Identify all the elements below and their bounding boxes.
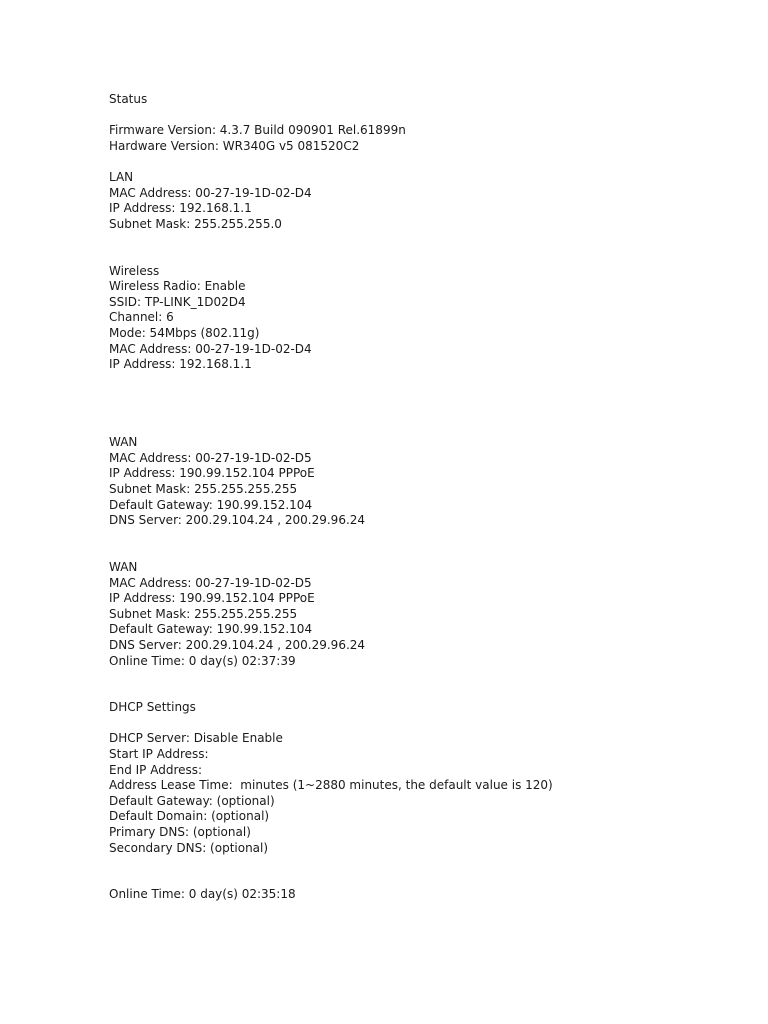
wireless-mode: Mode: 54Mbps (802.11g) bbox=[109, 325, 260, 340]
status-section bbox=[109, 92, 729, 154]
footer-section bbox=[109, 887, 729, 903]
status-heading: Status bbox=[109, 92, 148, 106]
wan-section-2 bbox=[109, 560, 729, 669]
wan-heading: WAN bbox=[109, 435, 138, 450]
wan-online-time: Online Time: 0 day(s) 02:37:39 bbox=[109, 653, 296, 668]
lan-section bbox=[109, 170, 729, 232]
lan-mac-address: MAC Address: 00-27-19-1D-02-D4 bbox=[109, 185, 312, 200]
lan-heading: LAN bbox=[109, 169, 134, 184]
dhcp-secondary-dns: Secondary DNS: (optional) bbox=[109, 840, 269, 855]
wan-mac-address: MAC Address: 00-27-19-1D-02-D5 bbox=[109, 575, 312, 590]
hardware-version: Hardware Version: WR340G v5 081520C2 bbox=[109, 138, 360, 153]
dhcp-heading: DHCP Settings bbox=[109, 700, 196, 715]
wan-dns-server: DNS Server: 200.29.104.24 , 200.29.96.24 bbox=[109, 513, 366, 528]
dhcp-lease-time: Address Lease Time: minutes (1~2880 minutes, the default value is 120) bbox=[109, 778, 553, 793]
wan-ip-address: IP Address: 190.99.152.104 PPPoE bbox=[109, 591, 315, 606]
wan-subnet-mask: Subnet Mask: 255.255.255.255 bbox=[109, 606, 298, 621]
wireless-channel: Channel: 6 bbox=[109, 310, 174, 325]
dhcp-end-ip: End IP Address: bbox=[109, 762, 203, 777]
wan-ip-address: IP Address: 190.99.152.104 PPPoE bbox=[109, 466, 315, 481]
wan-section-1 bbox=[109, 435, 729, 529]
lan-subnet-mask: Subnet Mask: 255.255.255.0 bbox=[109, 216, 282, 231]
firmware-version: Firmware Version: 4.3.7 Build 090901 Rel.61899n bbox=[109, 123, 406, 138]
wireless-section bbox=[109, 264, 729, 373]
dhcp-server: DHCP Server: Disable Enable bbox=[109, 731, 283, 746]
router-status-document bbox=[109, 92, 729, 903]
wan-default-gateway: Default Gateway: 190.99.152.104 bbox=[109, 622, 313, 637]
dhcp-section bbox=[109, 700, 729, 856]
wireless-heading: Wireless bbox=[109, 263, 160, 278]
wan-subnet-mask: Subnet Mask: 255.255.255.255 bbox=[109, 481, 298, 496]
wireless-ssid: SSID: TP-LINK_1D02D4 bbox=[109, 294, 246, 309]
wireless-radio: Wireless Radio: Enable bbox=[109, 279, 246, 294]
wireless-ip-address: IP Address: 192.168.1.1 bbox=[109, 357, 252, 372]
lan-ip-address: IP Address: 192.168.1.1 bbox=[109, 201, 252, 216]
wan-default-gateway: Default Gateway: 190.99.152.104 bbox=[109, 497, 313, 512]
dhcp-start-ip: Start IP Address: bbox=[109, 747, 209, 762]
wan-mac-address: MAC Address: 00-27-19-1D-02-D5 bbox=[109, 450, 312, 465]
wireless-mac-address: MAC Address: 00-27-19-1D-02-D4 bbox=[109, 341, 312, 356]
footer-online-time: Online Time: 0 day(s) 02:35:18 bbox=[109, 887, 296, 902]
dhcp-default-gateway: Default Gateway: (optional) bbox=[109, 793, 275, 808]
wan-heading: WAN bbox=[109, 559, 138, 574]
dhcp-default-domain: Default Domain: (optional) bbox=[109, 809, 270, 824]
dhcp-primary-dns: Primary DNS: (optional) bbox=[109, 825, 251, 840]
wan-dns-server: DNS Server: 200.29.104.24 , 200.29.96.24 bbox=[109, 637, 366, 652]
